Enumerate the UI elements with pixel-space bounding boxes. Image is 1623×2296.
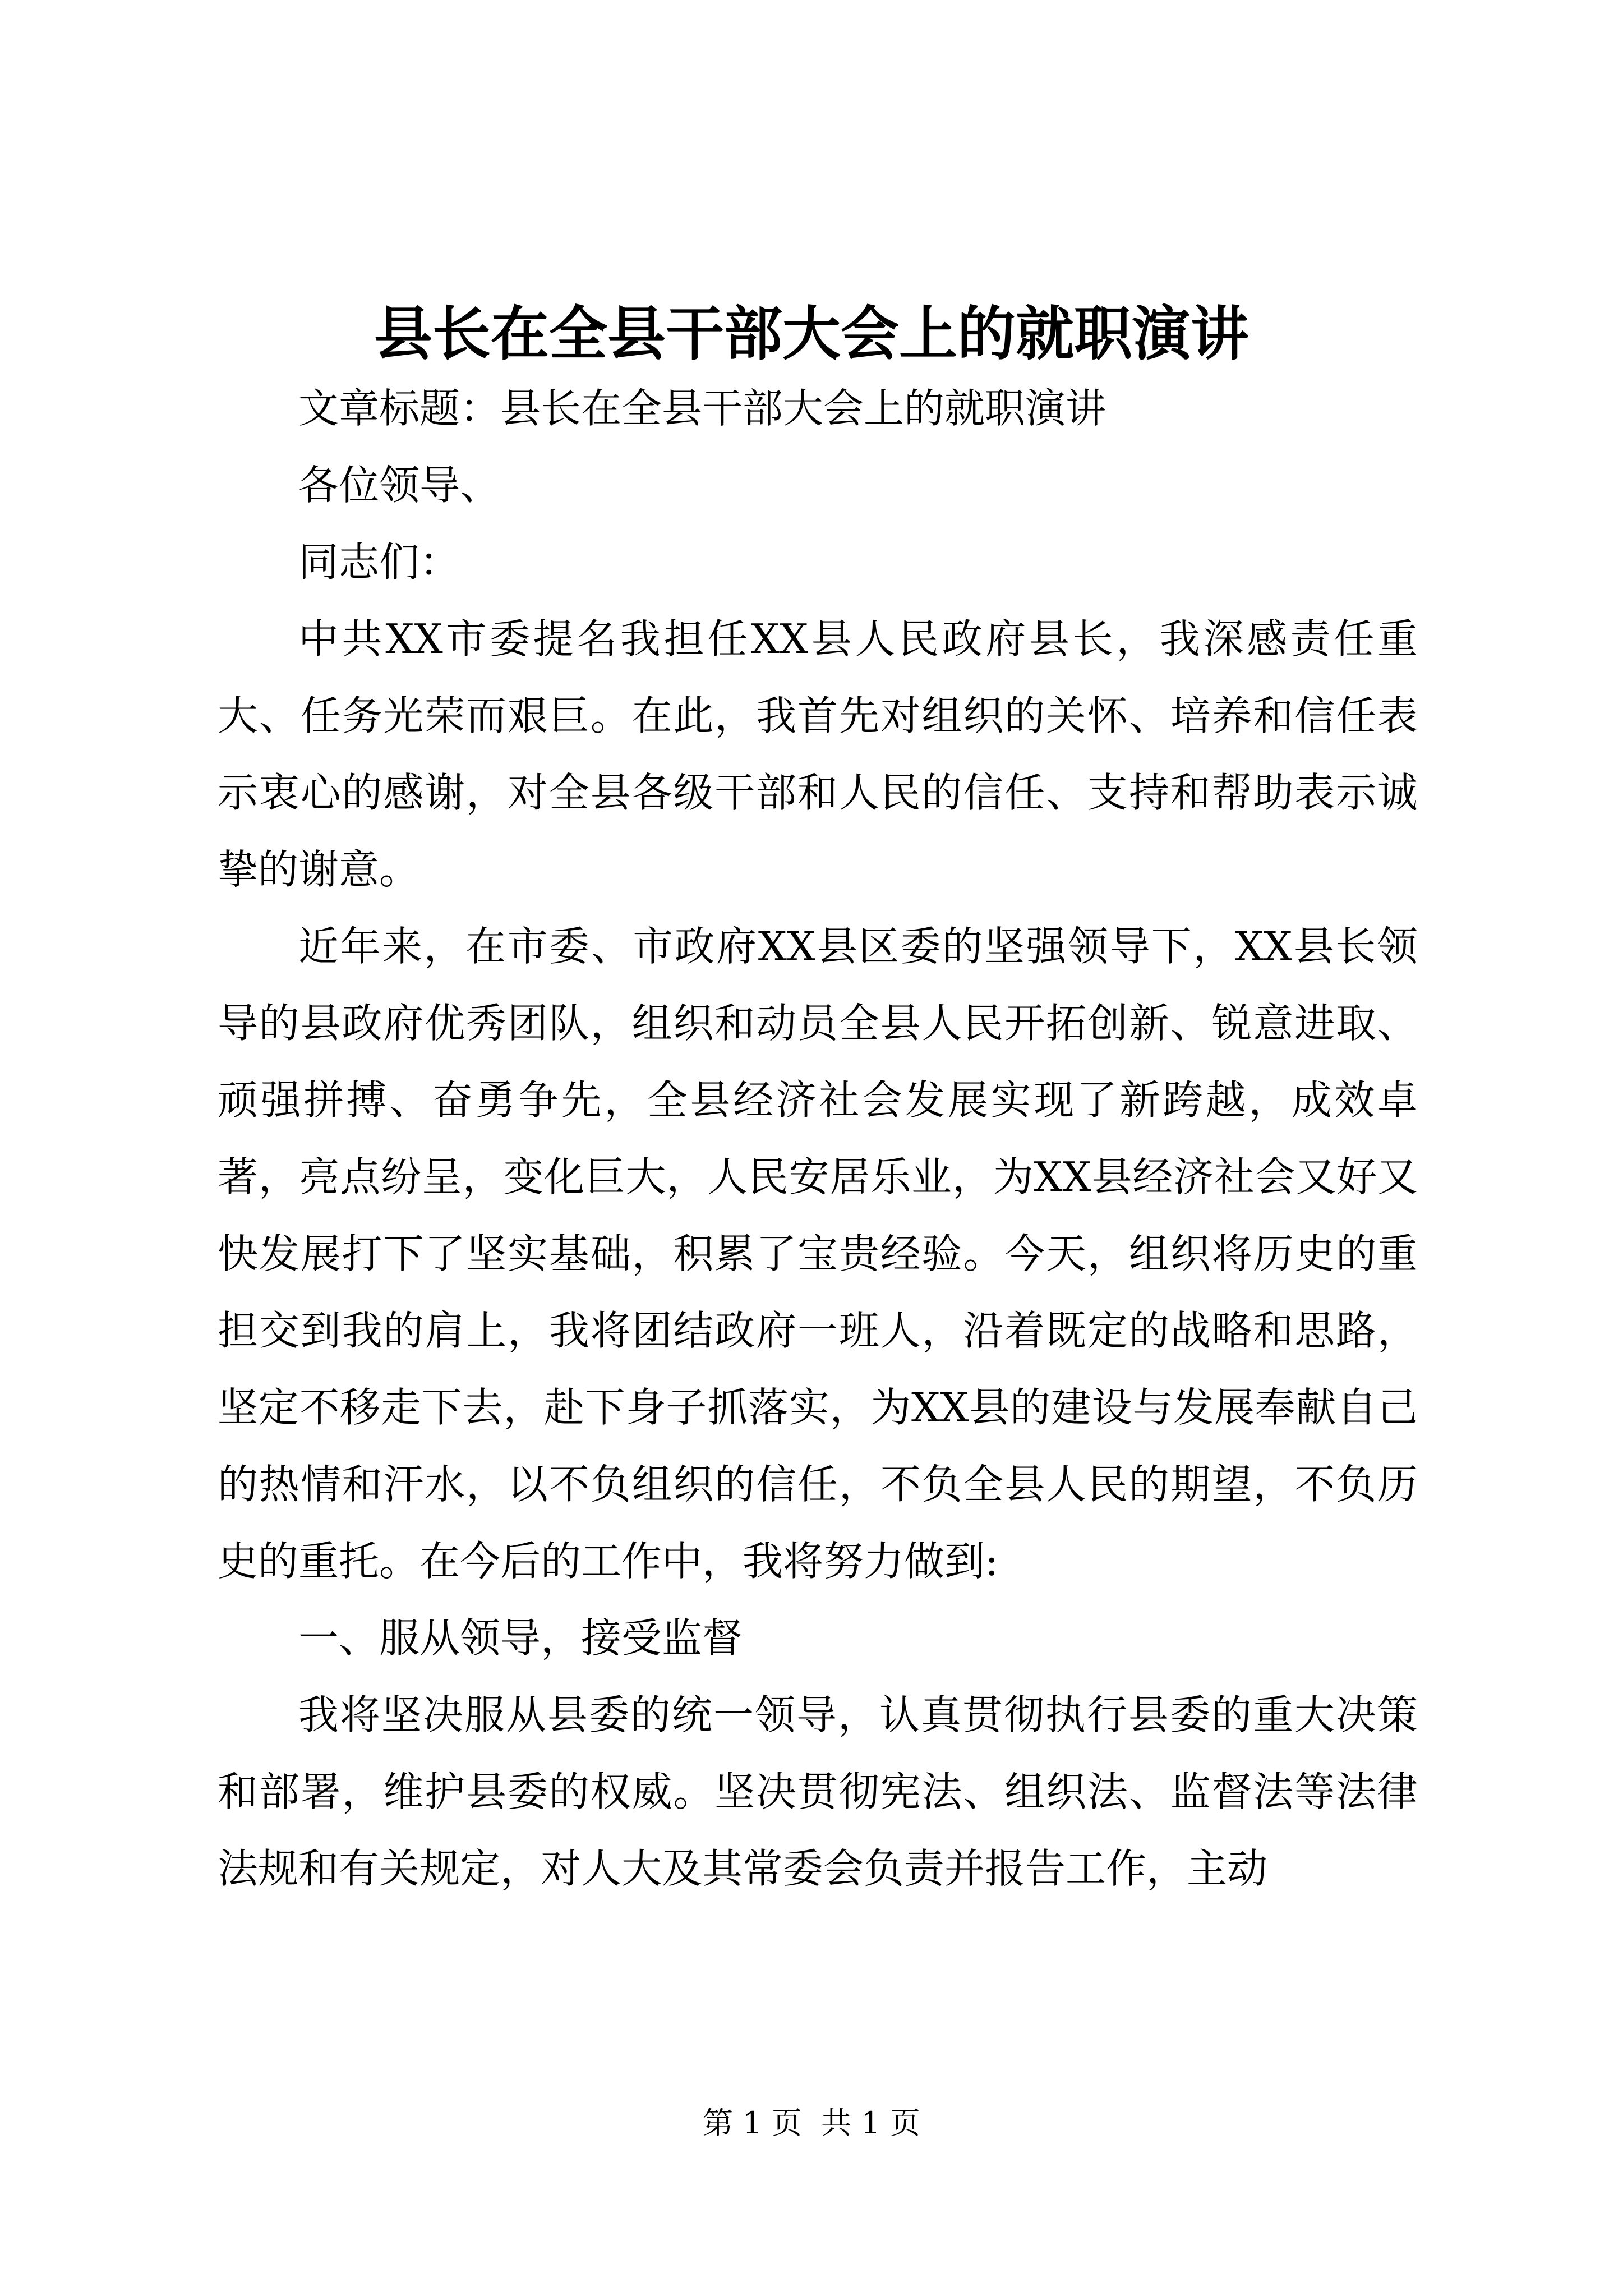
page-footer: 第 1 页 共 1 页 [703, 2105, 920, 2141]
document-body [218, 370, 1418, 1907]
document-title: 县长在全县干部大会上的就职演讲 [374, 299, 1249, 368]
article-title-line: 文章标题：县长在全县干部大会上的就职演讲 [298, 385, 1106, 432]
salutation-comrades: 同志们： [298, 539, 460, 586]
salutation-leaders: 各位领导、 [298, 462, 501, 509]
paragraph: 中共XX市委提名我担任XX县人民政府县长，我深感责任重大、任务光荣而艰巨。在此，我首先对组织的关怀、培养和信任表示衷心的感谢，对全县各级干部和人民的信任、支持和帮助表示诚挚的谢意。 [218, 615, 1418, 893]
paragraph: 近年来，在市委、市政府XX县区委的坚强领导下，XX县长领导的县政府优秀团队，组织和动员全县人民开拓创新、锐意进取、顽强拼搏、奋勇争先，全县经济社会发展实现了新跨越，成效卓著，亮点纷呈，变化巨大，人民安居乐业，为XX县经济社会又好又快发展打下了坚实基础，积累了宝贵经验。今天，组织将历史的重担交到我的肩上，我将团结政府一班人，沿着既定的战略和思路，坚定不移走下去，赴下身子抓落实，为XX县的建设与发展奉献自己的热情和汗水，以不负组织的信任，不负全县人民的期望，不负历史的重托。在今后的工作中，我将努力做到: [218, 923, 1418, 1585]
section-heading: 一、服从领导，接受监督 [298, 1614, 743, 1662]
paragraph: 我将坚决服从县委的统一领导，认真贯彻执行县委的重大决策和部署，维护县委的权威。坚决贯彻宪法、组织法、监督法等法律法规和有关规定，对人大及其常委会负责并报告工作，主动 [218, 1691, 1418, 1892]
